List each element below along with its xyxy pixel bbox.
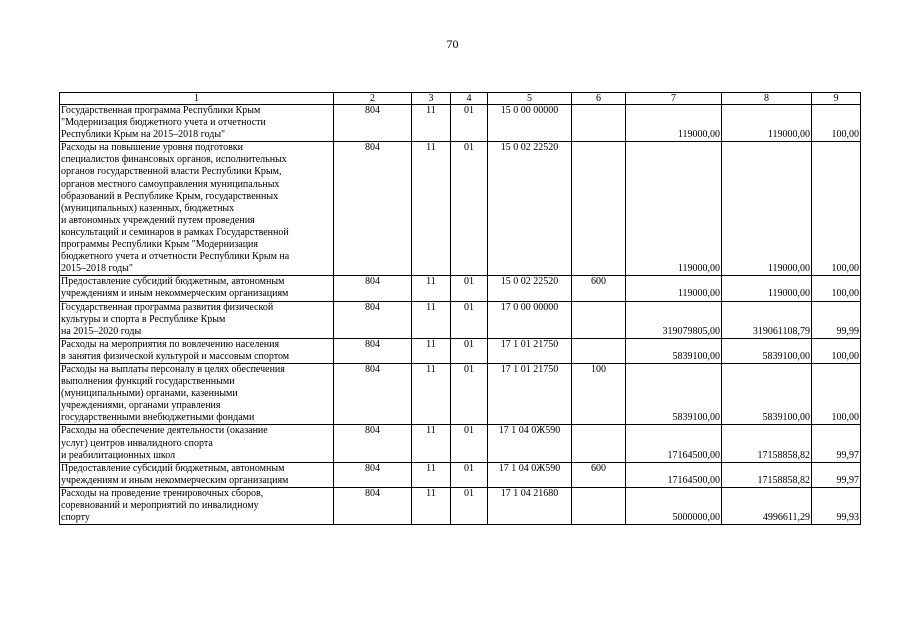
row-target-article: 17 1 04 0Ж590 [488,425,572,462]
table-row [60,462,861,487]
row-target-article: 17 1 04 0Ж590 [488,462,572,487]
row-expense-type: 600 [572,276,626,301]
header-col-9: 9 [812,93,861,105]
row-percent: 99,99 [812,301,861,338]
row-name: Расходы на мероприятия по вовлечению населения в занятия физической культурой и массовым спортом [60,338,334,363]
row-executed: 5839100,00 [722,363,812,424]
row-executed: 119000,00 [722,105,812,142]
row-percent: 100,00 [812,142,861,276]
row-planned: 17164500,00 [626,425,722,462]
row-target-article: 15 0 00 00000 [488,105,572,142]
row-subsection: 01 [451,462,488,487]
row-section: 11 [412,363,451,424]
row-ministry-code: 804 [334,425,412,462]
table-row [60,487,861,524]
row-subsection: 01 [451,301,488,338]
row-planned: 5839100,00 [626,363,722,424]
row-subsection: 01 [451,105,488,142]
header-col-8: 8 [722,93,812,105]
table-row [60,363,861,424]
row-subsection: 01 [451,338,488,363]
row-ministry-code: 804 [334,338,412,363]
row-name: Государственная программа развития физической культуры и спорта в Республике Крым на 2015–2020 годы [60,301,334,338]
row-planned: 319079805,00 [626,301,722,338]
row-target-article: 17 1 01 21750 [488,338,572,363]
row-executed: 5839100,00 [722,338,812,363]
row-name: Предоставление субсидий бюджетным, автономным учреждениям и иным некоммерческим организациям [60,276,334,301]
row-ministry-code: 804 [334,462,412,487]
row-expense-type: 100 [572,363,626,424]
row-section: 11 [412,105,451,142]
row-section: 11 [412,142,451,276]
row-expense-type: 600 [572,462,626,487]
row-planned: 5839100,00 [626,338,722,363]
row-expense-type [572,487,626,524]
header-col-1: 1 [60,93,334,105]
row-expense-type [572,105,626,142]
row-percent: 100,00 [812,105,861,142]
table-row [60,105,861,142]
row-target-article: 15 0 02 22520 [488,142,572,276]
row-percent: 100,00 [812,338,861,363]
budget-table [59,92,861,525]
row-section: 11 [412,301,451,338]
row-subsection: 01 [451,276,488,301]
table-row [60,142,861,276]
header-col-5: 5 [488,93,572,105]
page-number: 70 [446,37,459,51]
row-ministry-code: 804 [334,276,412,301]
table-row [60,301,861,338]
table-body [60,105,861,525]
row-target-article: 17 1 01 21750 [488,363,572,424]
header-col-4: 4 [451,93,488,105]
row-percent: 100,00 [812,276,861,301]
row-planned: 119000,00 [626,276,722,301]
row-target-article: 17 1 04 21680 [488,487,572,524]
header-col-7: 7 [626,93,722,105]
row-subsection: 01 [451,363,488,424]
row-executed: 119000,00 [722,276,812,301]
row-planned: 119000,00 [626,142,722,276]
row-ministry-code: 804 [334,363,412,424]
row-name: Расходы на проведение тренировочных сборов, соревнований и мероприятий по инвалидному спорту [60,487,334,524]
row-section: 11 [412,276,451,301]
row-section: 11 [412,462,451,487]
row-name: Расходы на обеспечение деятельности (оказание услуг) центров инвалидного спорта и реабилитационных школ [60,425,334,462]
header-col-3: 3 [412,93,451,105]
row-section: 11 [412,338,451,363]
row-percent: 99,93 [812,487,861,524]
row-expense-type [572,338,626,363]
row-executed: 119000,00 [722,142,812,276]
row-ministry-code: 804 [334,142,412,276]
row-ministry-code: 804 [334,487,412,524]
table-row [60,338,861,363]
row-percent: 99,97 [812,462,861,487]
row-target-article: 17 0 00 00000 [488,301,572,338]
table-row [60,276,861,301]
row-target-article: 15 0 02 22520 [488,276,572,301]
header-col-6: 6 [572,93,626,105]
row-ministry-code: 804 [334,301,412,338]
row-ministry-code: 804 [334,105,412,142]
row-expense-type [572,142,626,276]
row-executed: 319061108,79 [722,301,812,338]
row-executed: 17158858,82 [722,425,812,462]
row-expense-type [572,425,626,462]
row-expense-type [572,301,626,338]
row-planned: 17164500,00 [626,462,722,487]
row-name: Государственная программа Республики Крым "Модернизация бюджетного учета и отчетности Республики Крым на 2015–2018 годы" [60,105,334,142]
row-percent: 100,00 [812,363,861,424]
row-planned: 119000,00 [626,105,722,142]
table-header [60,93,861,105]
row-section: 11 [412,425,451,462]
row-executed: 4996611,29 [722,487,812,524]
header-col-2: 2 [334,93,412,105]
row-planned: 5000000,00 [626,487,722,524]
row-executed: 17158858,82 [722,462,812,487]
row-section: 11 [412,487,451,524]
table-row [60,425,861,462]
row-subsection: 01 [451,487,488,524]
row-name: Расходы на выплаты персоналу в целях обеспечения выполнения функций государственными (муниципальными) органами, казенными учреждениями, органами управления государственными внебюджетными фондами [60,363,334,424]
row-percent: 99,97 [812,425,861,462]
row-subsection: 01 [451,142,488,276]
row-name: Предоставление субсидий бюджетным, автономным учреждениям и иным некоммерческим организациям [60,462,334,487]
header-row [60,93,861,105]
row-name: Расходы на повышение уровня подготовки специалистов финансовых органов, исполнительных органов государственной власти Республики Крым, органов местного самоуправления муниципальных образований в Республике Крым, государственных (муниципальных) казенных, бюджетных и автономных учреждений путем проведения консультаций и семинаров в рамках Государственной программы Республики Крым "Модернизация бюджетного учета и отчетности Республики Крым на 2015–2018 годы" [60,142,334,276]
row-subsection: 01 [451,425,488,462]
